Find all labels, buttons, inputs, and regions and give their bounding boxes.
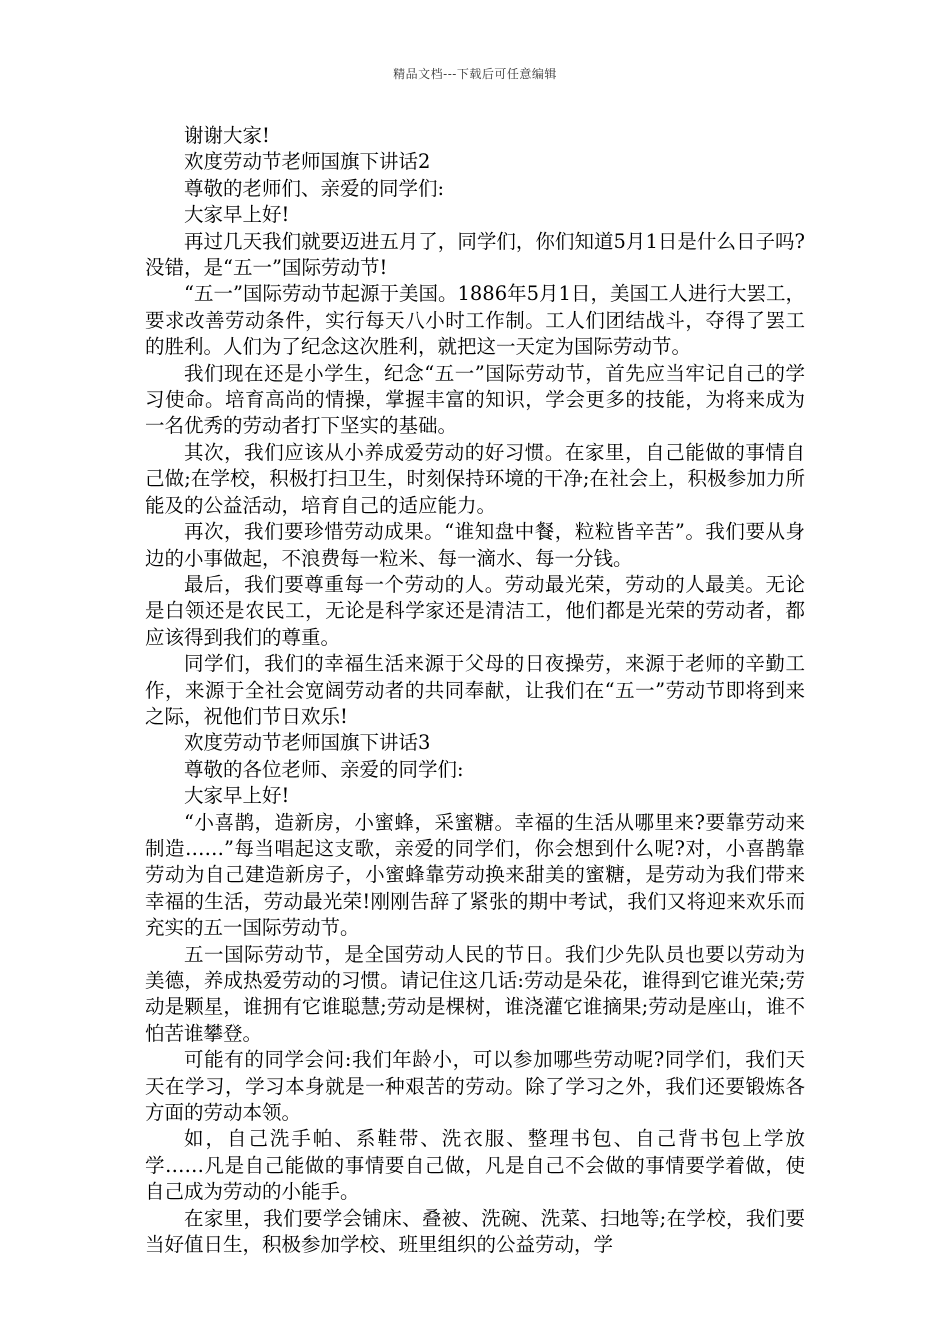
paragraph: “小喜鹊，造新房，小蜜蜂，采蜜糖。幸福的生活从哪里来?要靠劳动来制造……”每当唱起这支歌，亲爱的同学们，你会想到什么呢?对，小喜鹊靠劳动为自己建造新房子，小蜜蜂靠劳动换来甜美的蜜糖，是劳动为我们带来幸福的生活，劳动最光荣!刚刚告辞了紧张的期中考试，我们又将迎来欢乐而充实的五一国际劳动节。 (145, 810, 805, 940)
paragraph: 五一国际劳动节，是全国劳动人民的节日。我们少先队员也要以劳动为美德，养成热爱劳动的习惯。请记住这几话:劳动是朵花，谁得到它谁光荣;劳动是颗星，谁拥有它谁聪慧;劳动是棵树，谁浇灌它谁摘果;劳动是座山，谁不怕苦谁攀登。 (145, 942, 805, 1045)
salutation: 尊敬的老师们、亲爱的同学们: (184, 176, 445, 200)
section-title: 欢度劳动节老师国旗下讲话3 (184, 731, 431, 755)
paragraph: 再次，我们要珍惜劳动成果。“谁知盘中餐，粒粒皆辛苦”。我们要从身边的小事做起，不浪费每一粒米、每一滴水、每一分钱。 (145, 520, 805, 570)
paragraph: 谢谢大家! (184, 124, 270, 147)
paragraph: 可能有的同学会问:我们年龄小，可以参加哪些劳动呢?同学们，我们天天在学习，学习本身就是一种艰苦的劳动。除了学习之外，我们还要锻炼各方面的劳动本领。 (145, 1048, 805, 1125)
paragraph: 再过几天我们就要迈进五月了，同学们，你们知道5月1日是什么日子吗?没错，是“五一”国际劳动节! (145, 229, 805, 280)
salutation: 尊敬的各位老师、亲爱的同学们: (184, 757, 464, 781)
document-body (145, 123, 805, 1258)
paragraph: 我们现在还是小学生，纪念“五一”国际劳动节，首先应当牢记自己的学习使命。培育高尚的情操，掌握丰富的知识，学会更多的技能，为将来成为一名优秀的劳动者打下坚实的基础。 (145, 361, 805, 438)
paragraph: 最后，我们要尊重每一个劳动的人。劳动最光荣，劳动的人最美。无论是白领还是农民工，无论是科学家还是清洁工，他们都是光荣的劳动者，都应该得到我们的尊重。 (145, 572, 805, 649)
paragraph: 如，自己洗手帕、系鞋带、洗衣服、整理书包、自己背书包上学放学……凡是自己能做的事情要自己做，凡是自己不会做的事情要学着做，使自己成为劳动的小能手。 (145, 1127, 805, 1204)
paragraph: 在家里，我们要学会铺床、叠被、洗碗、洗菜、扫地等;在学校，我们要当好值日生，积极参加学校、班里组织的公益劳动，学 (145, 1206, 805, 1257)
section-title: 欢度劳动节老师国旗下讲话2 (184, 150, 431, 174)
paragraph: “五一”国际劳动节起源于美国。1886年5月1日，美国工人进行大罢工，要求改善劳动条件，实行每天八小时工作制。工人们团结战斗，夺得了罢工的胜利。人们为了纪念这次胜利，就把这一天定为国际劳动节。 (145, 282, 805, 359)
page-header: 精品文档---下载后可任意编辑 (393, 67, 557, 81)
paragraph: 其次，我们应该从小养成爱劳动的好习惯。在家里，自己能做的事情自己做;在学校，积极打扫卫生，时刻保持环境的干净;在社会上，积极参加力所能及的公益活动，培育自己的适应能力。 (145, 440, 805, 517)
paragraph: 同学们，我们的幸福生活来源于父母的日夜操劳，来源于老师的辛勤工作，来源于全社会宽阔劳动者的共同奉献，让我们在“五一”劳动节即将到来之际，祝他们节日欢乐! (145, 652, 805, 728)
greeting: 大家早上好! (184, 203, 290, 227)
greeting: 大家早上好! (184, 784, 290, 808)
